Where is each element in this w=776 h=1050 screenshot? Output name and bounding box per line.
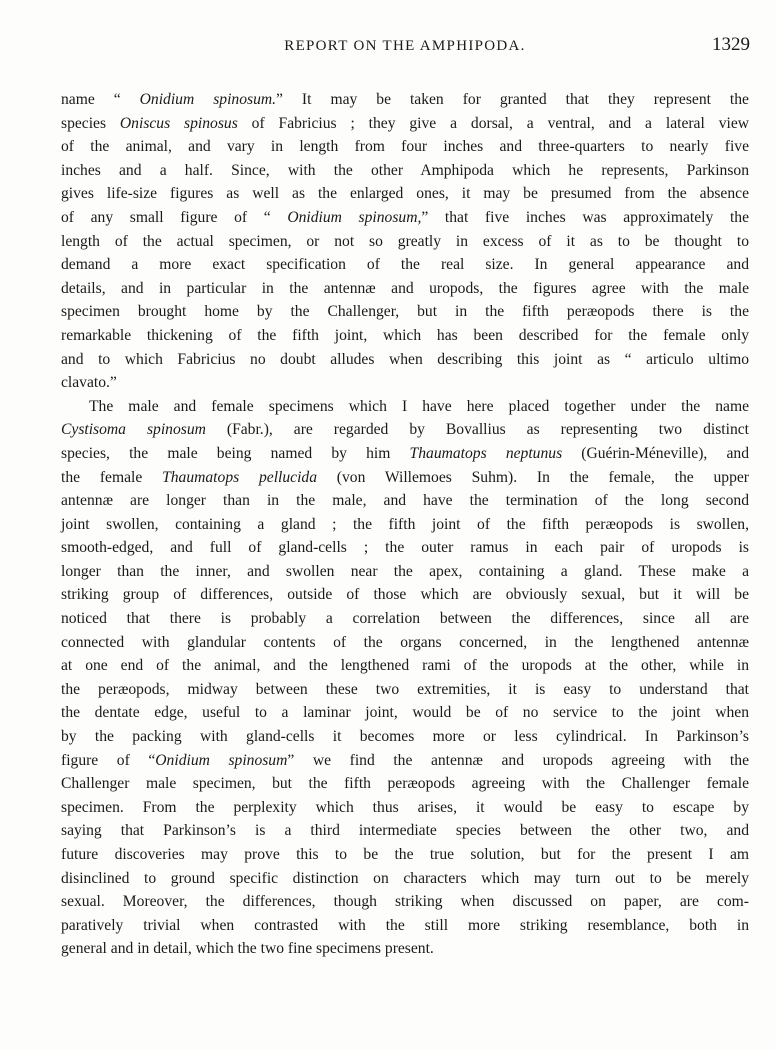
text-line — [61, 466, 749, 490]
text-segment: paratively trivial when contrasted with the still more striking resemblance, both in — [61, 916, 749, 934]
text-segment: future discoveries may prove this to be the true solution, but for the present I am — [61, 846, 749, 863]
text-segment: the female — [61, 468, 163, 486]
text-line — [61, 914, 749, 938]
text-line — [61, 206, 749, 230]
text-line — [61, 583, 749, 607]
text-segment: The male and female specimens which I have here placed together under the name — [89, 397, 749, 415]
text-segment: length of the actual specimen, or not so greatly in excess of it as to be thought to — [61, 232, 749, 250]
text-line — [61, 819, 749, 843]
text-segment: of any small figure of “ — [61, 208, 288, 226]
text-segment: inches and a half. Since, with the other Amphipoda which he represents, Parkinson — [61, 161, 749, 179]
text-segment: by the packing with gland-cells it becomes more or less cylindrical. In Parkinson’s — [61, 728, 749, 746]
text-line — [61, 890, 749, 914]
italic-text: Thaumatops neptunus — [409, 444, 563, 462]
text-line — [61, 324, 749, 348]
text-line — [61, 418, 749, 442]
text-line — [61, 442, 749, 466]
text-segment: connected with glandular contents of the organs concerned, in the lengthened antennæ — [61, 633, 749, 651]
italic-text: Thaumatops pellucida — [162, 468, 317, 486]
text-line — [61, 371, 749, 395]
text-line — [61, 536, 749, 560]
text-segment: details, and in particular in the antennæ and uropods, the figures agree with the male — [61, 279, 749, 297]
text-line — [61, 253, 749, 277]
page-header — [60, 34, 750, 62]
text-segment: (Guérin-Méneville), and — [562, 444, 749, 462]
text-segment: (Fabr.), are regarded by Bovallius as representing two distinct — [205, 421, 749, 439]
text-segment: smooth-edged, and full of gland-cells ; the outer ramus in each pair of uropods is — [61, 539, 749, 557]
text-line — [61, 772, 749, 796]
running-title: REPORT ON THE AMPHIPODA. — [284, 38, 526, 54]
text-segment: ” It may be taken for granted that they represent the — [276, 91, 749, 108]
text-segment: joint swollen, containing a gland ; the fifth joint of the fifth peræopods is swollen, — [61, 515, 749, 533]
text-segment: ” that five inches was approximately the — [421, 208, 749, 226]
text-line — [61, 796, 749, 820]
text-segment: sexual. Moreover, the differences, though striking when discussed on paper, are com- — [61, 893, 749, 911]
text-segment: figure of “ — [61, 751, 156, 769]
text-segment: and to which Fabricius no doubt alludes when describing this joint as “ articulo ultimo — [61, 350, 749, 368]
text-segment: species, the male being named by him — [61, 444, 410, 462]
text-segment: the dentate edge, useful to a laminar joint, would be of no service to the joint when — [61, 704, 749, 722]
italic-text: Onidium spinosum — [155, 751, 288, 769]
text-segment: the peræopods, midway between these two extremities, it is easy to understand that — [61, 680, 749, 698]
text-line — [61, 725, 749, 749]
text-segment: Challenger male specimen, but the fifth peræopods agreeing with the Challenger female — [61, 775, 749, 793]
text-line — [61, 112, 749, 136]
text-line — [61, 937, 749, 961]
italic-text: Onidium spinosum. — [139, 91, 277, 108]
text-segment: saying that Parkinson’s is a third intermediate species between the other two, and — [61, 822, 749, 840]
text-line — [61, 678, 749, 702]
page-number: 1329 — [712, 34, 750, 55]
text-line — [61, 395, 749, 419]
italic-text: Onidium spinosum, — [287, 208, 422, 226]
text-segment: clavato.” — [61, 374, 117, 392]
text-segment: noticed that there is probably a correlation between the differences, since all are — [61, 610, 749, 628]
text-line — [61, 135, 749, 159]
text-line — [61, 843, 749, 867]
text-line — [61, 749, 749, 773]
text-segment: specimen. From the perplexity which thus arises, it would be easy to escape by — [61, 798, 749, 816]
text-line — [61, 230, 749, 254]
text-line — [61, 489, 749, 513]
text-line — [61, 607, 749, 631]
text-line — [61, 631, 749, 655]
italic-text: Oniscus spinosus — [119, 114, 238, 132]
text-segment: disinclined to ground specific distinction on characters which may turn out to be merely — [61, 869, 749, 887]
text-line — [61, 654, 749, 678]
paragraph — [61, 88, 749, 395]
text-segment: gives life-size figures as well as the enlarged ones, it may be presumed from the absence — [61, 185, 749, 203]
text-segment: striking group of differences, outside of those which are obviously sexual, but it will be — [61, 586, 749, 604]
text-segment: species — [61, 114, 120, 132]
text-line — [61, 88, 749, 112]
text-segment: of Fabricius ; they give a dorsal, a ventral, and a lateral view — [237, 114, 749, 132]
text-segment: specimen brought home by the Challenger, but in the fifth peræopods there is the — [61, 303, 749, 321]
paragraph — [61, 395, 749, 961]
text-segment: ” we find the antennæ and uropods agreeing with the — [287, 751, 749, 769]
italic-text: Cystisoma spinosum — [61, 421, 206, 439]
text-segment: remarkable thickening of the fifth joint, which has been described for the female only — [61, 326, 749, 344]
text-line — [61, 701, 749, 725]
text-line — [61, 159, 749, 183]
text-line — [61, 277, 749, 301]
text-segment: name “ — [61, 91, 140, 108]
text-segment: general and in detail, which the two fine specimens present. — [61, 940, 434, 958]
text-line — [61, 348, 749, 372]
text-line — [61, 560, 749, 584]
text-segment: demand a more exact specification of the real size. In general appearance and — [61, 256, 749, 274]
text-line — [61, 513, 749, 537]
body-text — [61, 88, 749, 961]
text-segment: (von Willemoes Suhm). In the female, the upper — [317, 468, 749, 486]
text-line — [61, 867, 749, 891]
text-line — [61, 300, 749, 324]
text-line — [61, 182, 749, 206]
text-segment: at one end of the animal, and the lengthened rami of the uropods at the other, while in — [61, 657, 749, 675]
text-segment: of the animal, and vary in length from four inches and three-quarters to nearly five — [61, 138, 749, 156]
text-segment: longer than the inner, and swollen near the apex, containing a gland. These make a — [61, 562, 749, 580]
text-segment: antennæ are longer than in the male, and have the termination of the long second — [61, 492, 749, 510]
